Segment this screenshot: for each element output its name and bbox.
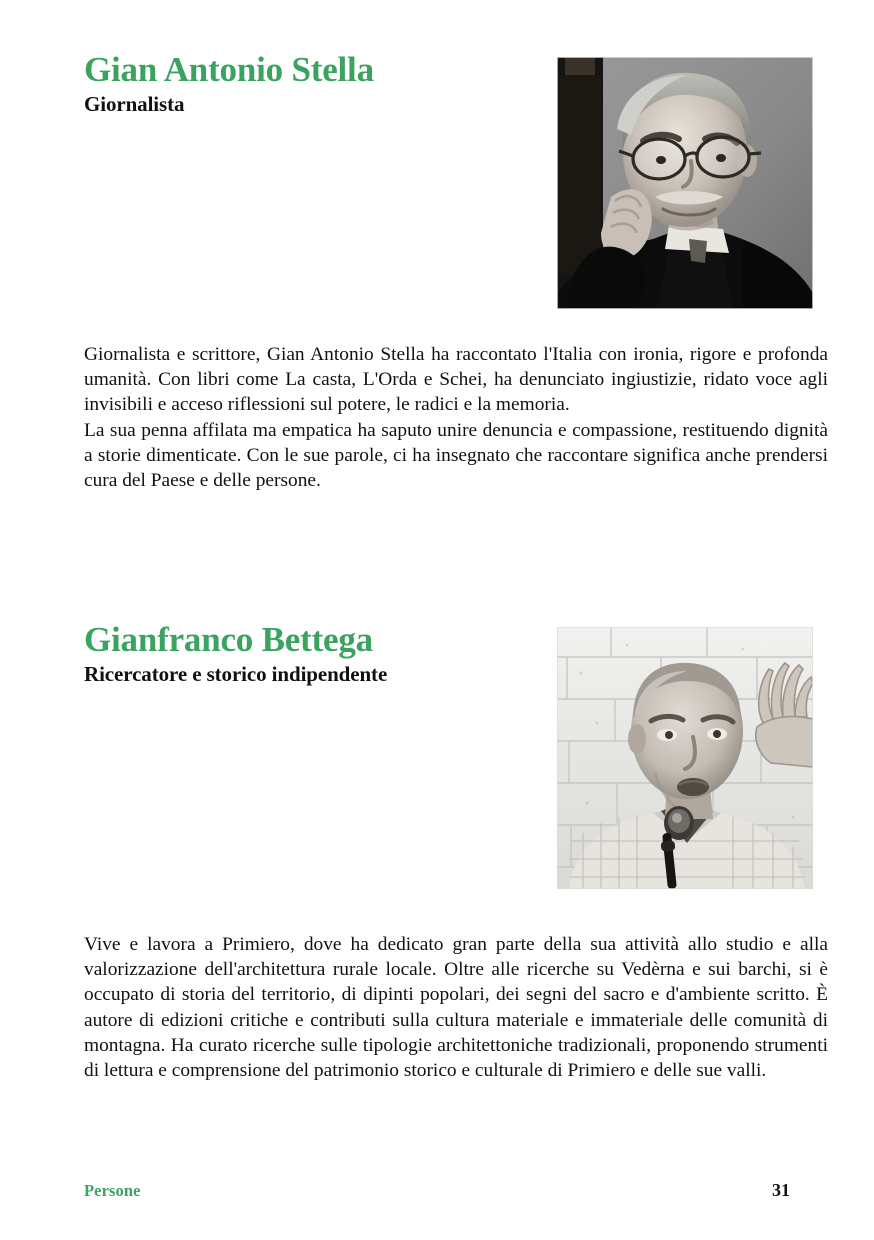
portrait-photo-2 — [557, 627, 813, 889]
person-name-1: Gian Antonio Stella — [84, 50, 374, 89]
person-heading-2 — [84, 622, 554, 685]
footer-page-number: 31 — [772, 1180, 790, 1200]
footer-section-label: Persone — [84, 1181, 141, 1200]
portrait-image-2 — [557, 627, 813, 889]
person-role-1: Giornalista — [84, 92, 185, 116]
bio-paragraph: La sua penna affilata ma empatica ha saputo unire denuncia e compassione, restituendo dignità a storie dimenticate. Con le sue parole, ci ha insegnato che raccontare significa anche prendersi cura del Paese e delle persone. — [84, 419, 828, 492]
bio-paragraph: Giornalista e scrittore, Gian Antonio Stella ha raccontato l'Italia con ironia, rigore e profonda umanità. Con libri come La casta, L'Orda e Schei, ha denunciato ingiustizie, ridato voce agli invisibili e acceso riflessioni sul potere, le radici e la memoria. — [84, 344, 828, 416]
portrait-image-1 — [557, 57, 813, 309]
person-bio-1 — [84, 342, 828, 493]
person-role-2: Ricercatore e storico indipendente — [84, 662, 388, 686]
person-heading-1 — [84, 52, 524, 115]
portrait-photo-1 — [557, 57, 813, 309]
bio-paragraph: Vive e lavora a Primiero, dove ha dedicato gran parte della sua attività allo studio e alla valorizzazione dell'architettura rurale locale. Oltre alle ricerche su Vedèrna e sui barchi, si è occupato di storia del territorio, di dipinti popolari, dei segni del sacro e d'ambiente scritto. È autore di edizioni critiche e contributi sulla cultura materiale e immateriale delle comunità di montagna. Ha curato ricerche sulle tipologie architettoniche tradizionali, proponendo strumenti di lettura e comprensione del patrimonio storico e culturale di Primiero e delle sue valli. — [84, 934, 828, 1082]
page-footer — [84, 1180, 790, 1202]
person-name-2: Gianfranco Bettega — [84, 620, 373, 659]
person-bio-2 — [84, 932, 828, 1083]
